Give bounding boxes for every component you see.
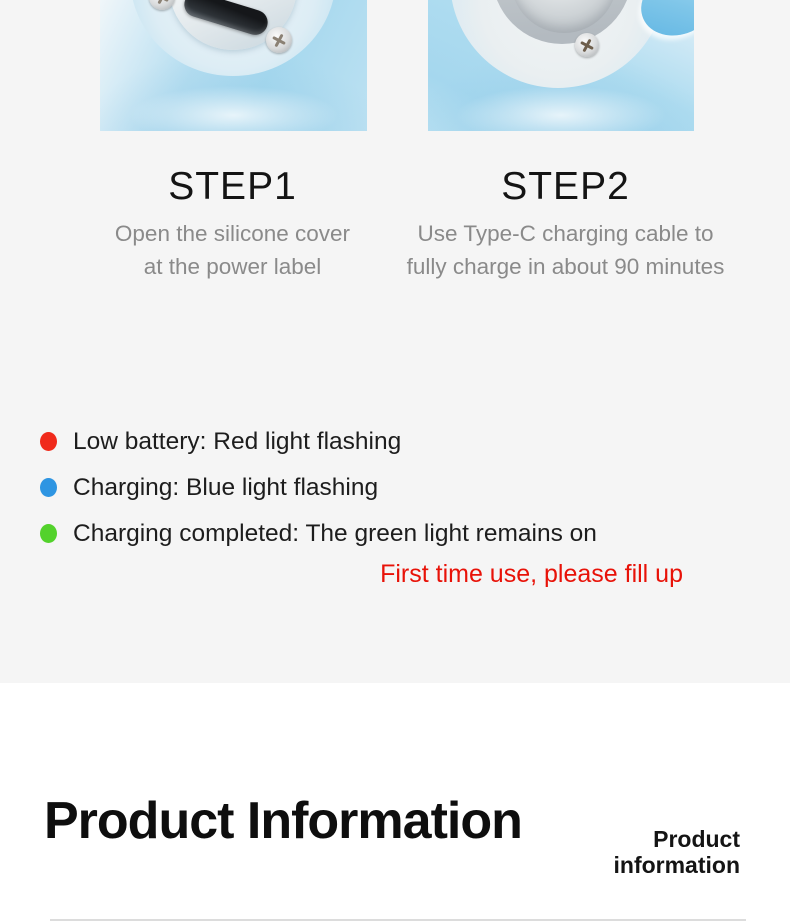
legend-label: Charging completed: The green light remains on (73, 519, 597, 547)
brand-mark (614, 826, 741, 878)
section-divider (50, 919, 746, 921)
step2-block (398, 166, 733, 283)
step2-caption-line1: Use Type-C charging cable to (417, 221, 714, 246)
legend-label: Charging: Blue light flashing (73, 473, 379, 501)
green-dot-icon (40, 524, 57, 543)
step1-caption-line1: Open the silicone cover (114, 221, 351, 246)
step1-title: STEP1 (168, 165, 297, 208)
red-dot-icon (40, 432, 57, 451)
section-title: Product Information (44, 792, 522, 850)
legend-label: Low battery: Red light flashing (73, 427, 402, 455)
screw-icon (575, 33, 599, 57)
step1-caption-line2: at the power label (143, 254, 322, 279)
step2-caption (398, 217, 733, 283)
product-information-section (0, 683, 790, 923)
step2-caption-line2: fully charge in about 90 minutes (406, 254, 725, 279)
photo-step2-port-covered (428, 0, 694, 131)
indicator-light-legend (40, 426, 597, 564)
first-use-note: First time use, please fill up (380, 560, 683, 588)
step2-title: STEP2 (501, 165, 630, 208)
screw-icon (266, 27, 292, 53)
photo-step1-port-open (100, 0, 367, 131)
legend-item-low-battery (40, 426, 597, 457)
legend-item-charge-complete (40, 518, 597, 549)
step1-block (75, 166, 390, 283)
legend-item-charging (40, 472, 597, 503)
brand-mark-line1: Product (653, 826, 740, 852)
blue-dot-icon (40, 478, 57, 497)
step1-caption (75, 217, 390, 283)
brand-mark-line2: information (613, 852, 740, 878)
